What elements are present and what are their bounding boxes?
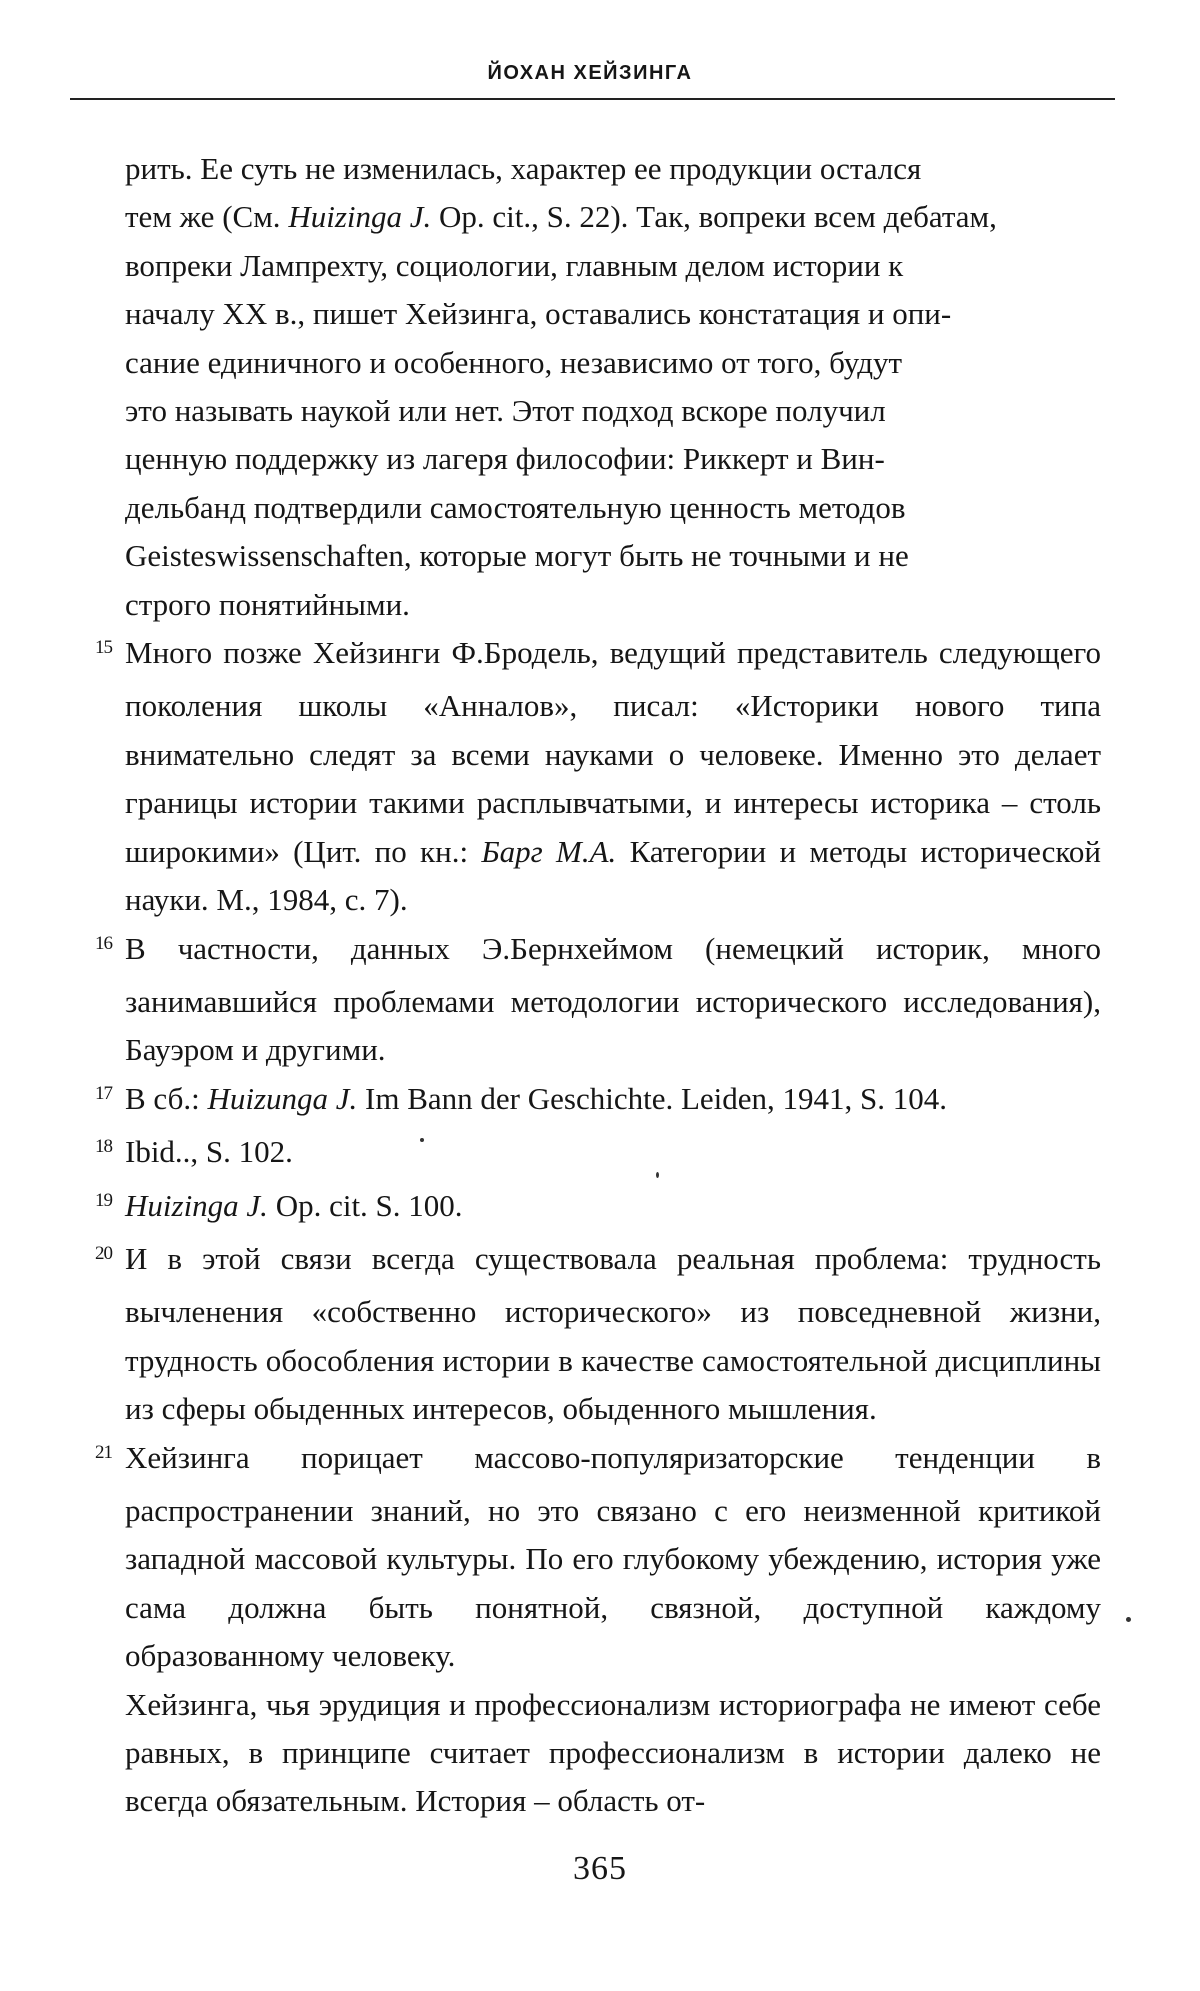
page-body — [95, 145, 1101, 1826]
text-line: ценную поддержку из лагеря философии: Риккерт и Вин- — [125, 441, 885, 477]
footnote-number: 17 — [95, 1082, 112, 1104]
author-citation: Huizunga J. — [207, 1080, 358, 1116]
author-citation: Huizinga J. — [288, 199, 432, 235]
footnote-16 — [95, 925, 1101, 1075]
text-line: Geisteswissenschaften, которые могут быть не точными и не — [125, 538, 909, 574]
footnote-text: Категории и методы исторической науки. М., 1984, с. 7). — [125, 833, 1101, 918]
author-citation: Huizinga J. — [125, 1187, 268, 1223]
footnote-text: Много позже Хейзинги Ф.Бродель, ведущий представитель следующего поколения школы «Анналов», писал: «Историки нового типа внимательно следят за всеми науками о человеке. Именно это делает границы истории такими расплывчатыми, и интересы историка – столь широкими» (Цит. по кн.: — [125, 635, 1101, 869]
footnote-text: В частности, данных Э.Бернхеймом (немецкий историк, много занимавшийся проблемами методологии исторического исследования), Бауэром и другими. — [125, 930, 1101, 1068]
footnote-text: Хейзинга порицает массово-популяризаторские тенденции в распространении знаний, но это связано с его неизменной критикой западной массовой культуры. По его глубокому убеждению, история уже сама должна быть понятной, связной, доступной каждому образованному человеку. — [125, 1439, 1101, 1674]
text-line: началу XX в., пишет Хейзинга, оставались констатация и опи- — [125, 296, 952, 332]
footnote-17 — [95, 1075, 1101, 1128]
text-line — [125, 193, 1101, 241]
text-fragment: тем же (См. — [125, 199, 289, 235]
continued-paragraph — [125, 145, 1101, 629]
text-line: рить. Ее суть не изменилась, характер ее продукции остался — [125, 151, 922, 186]
footnote-19 — [95, 1182, 1101, 1235]
text-line: вопреки Лампрехту, социологии, главным делом истории к — [125, 247, 904, 283]
footnote-text: Ibid.., S. 102. — [125, 1134, 293, 1170]
running-head: ЙОХАН ХЕЙЗИНГА — [487, 62, 693, 84]
footnote-20 — [95, 1235, 1101, 1434]
footnote-number: 20 — [95, 1242, 112, 1264]
footnote-number: 15 — [95, 637, 112, 659]
footnote-number: 18 — [95, 1136, 112, 1158]
footnote-15 — [95, 629, 1101, 924]
scan-speck — [656, 1172, 659, 1178]
text-line: строго понятийными. — [125, 586, 410, 622]
footnote-21-continuation: Хейзинга, чья эрудиция и профессионализм историографа не имеют себе равных, в принципе считает профессионализм в истории далеко не всегда обязательным. История – область от- — [125, 1686, 1101, 1819]
text-line: дельбанд подтвердили самостоятельную ценность методов — [125, 489, 906, 525]
author-citation: Барг М.А. — [481, 833, 617, 869]
footnote-21 — [95, 1434, 1101, 1681]
footnote-number: 16 — [95, 932, 112, 954]
text-line: это называть наукой или нет. Этот подход вскоре получил — [125, 393, 886, 429]
scan-speck — [420, 1138, 424, 1142]
header-rule — [70, 98, 1115, 100]
footnote-18 — [95, 1128, 1101, 1181]
footnote-text: Im Bann der Geschichte. Leiden, 1941, S. 104. — [357, 1080, 948, 1116]
footnote-number: 21 — [95, 1441, 112, 1463]
footnote-text: Op. cit. S. 100. — [267, 1187, 463, 1223]
footnote-text: И в этой связи всегда существовала реальная проблема: трудность вычленения «собственно исторического» из повседневной жизни, трудность обособления истории в качестве самостоятельной дисциплины из сферы обыденных интересов, обыденного мышления. — [125, 1240, 1101, 1427]
text-fragment: Op. cit., S. 22). Так, вопреки всем дебатам, — [431, 199, 997, 235]
scan-speck — [1126, 1617, 1131, 1622]
footnote-text: В сб.: — [125, 1080, 208, 1116]
page-number: 365 — [573, 1850, 627, 1887]
text-line: сание единичного и особенного, независимо от того, будут — [125, 344, 903, 380]
footnote-number: 19 — [95, 1189, 112, 1211]
